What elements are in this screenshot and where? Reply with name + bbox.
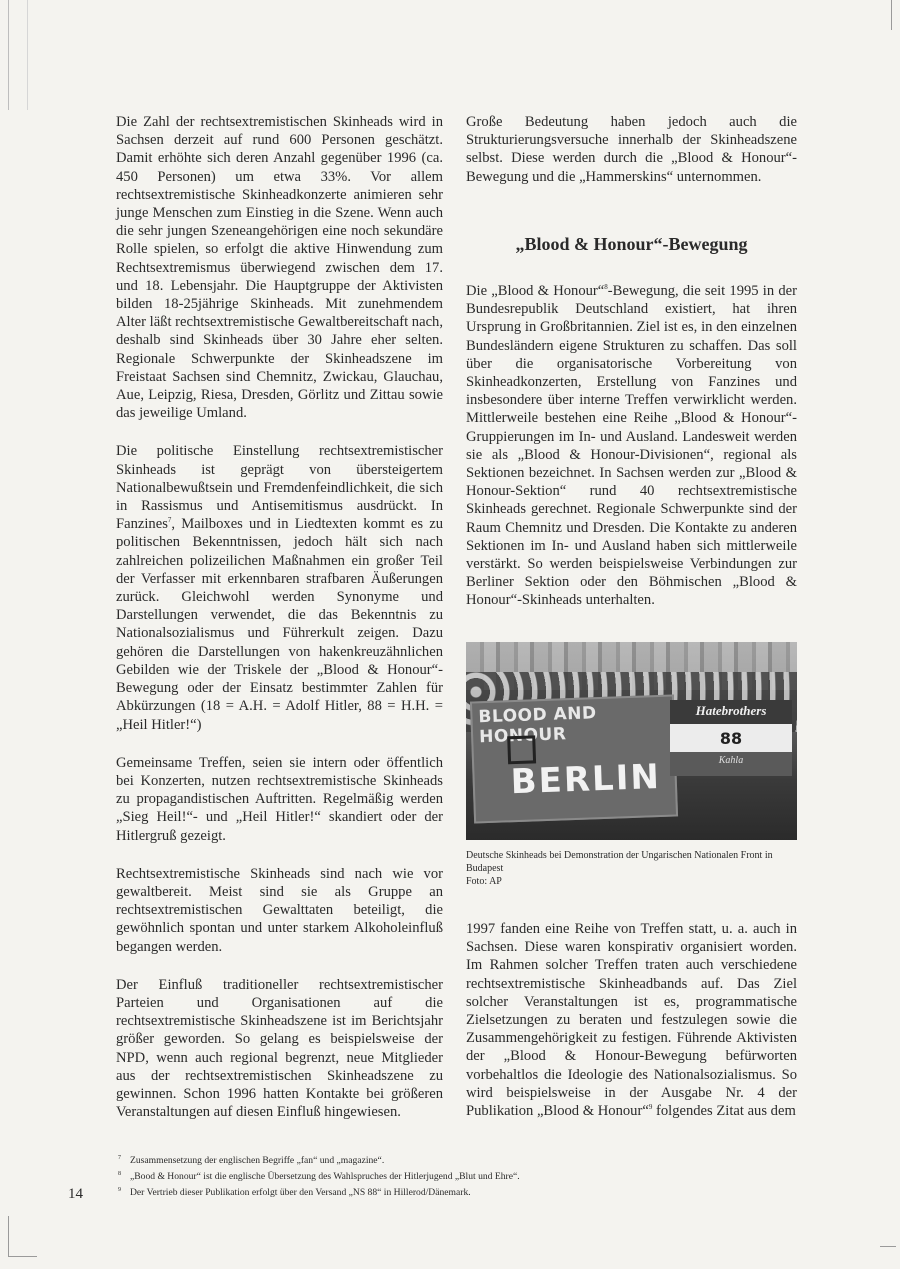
footnote-ref: 8 [604,283,608,292]
footnote [118,1153,798,1169]
footnote-ref: 9 [648,1103,653,1112]
paragraph: Rechtsextremistische Skinheads sind nach wie vor gewaltbereit. Meist sind sie als Gruppe an rechtsextremistischen Gewalttaten beteiligt, die gewöhnlich spontan und unter starkem Alkoholeinfluß begangen werden. [116,865,443,955]
paragraph-text: Die „Blood & Honour“ [466,283,605,299]
banner-text: BERLIN [510,756,662,803]
section-heading: „Blood & Honour“-Bewegung [515,234,748,254]
paragraph-text: Die politische Einstellung rechtsextremistischer Skinheads ist geprägt von übersteigertem Nationalbewußtsein und Fremdenfeindlichkeit, die sich in Rassismus und Antisemitismus ausdrückt. In Fanzines [116,443,443,533]
footnote-number: 9 [118,1187,121,1193]
footnote-number: 8 [118,1171,121,1177]
left-column [116,113,443,1121]
right-body [466,282,797,610]
demonstration-photo [466,642,797,840]
banner-symbol-shape [507,735,536,764]
paragraph: Die Zahl der rechtsextremistischen Skinheads wird in Sachsen derzeit auf rund 600 Personen geschätzt. Damit erhöhte sich deren Anzahl gegenüber 1996 (ca. 450 Personen) um etwa 33%. Vor allem rechtsextremistische Skinheadkonzerte animieren sehr junge Menschen zum Einstieg in die Szene. Wenn auch die sehr jungen Szeneangehörigen eine noch sekundäre Rolle spielen, so erfolgt die aktive Hinwendung zum Rechtsextremismus überwiegend zwischen dem 17. und 18. Lebensjahr. Die Hauptgruppe der Aktivisten bilden 18-25jährige Skinheads. Mit zunehmendem Alter läßt rechtsextremistische Gewaltbereitschaft nach, deshalb sind Skinheads über 30 Jahre eher selten. Regionale Schwerpunkte der Skinheadszene im Freistaat Sachsen sind Chemnitz, Zwickau, Glauchau, Aue, Leipzig, Riesa, Dresden, Görlitz und Zittau sowie das jeweilige Umland. [116,114,444,422]
caption-credit: Foto: AP [466,876,502,887]
footnote [118,1169,798,1185]
footnote-ref: 7 [167,516,172,525]
scan-edge-mark [8,1216,37,1257]
footnote-text: Zusammensetzung der englischen Begriffe „fan“ und „magazine“. [130,1155,385,1166]
banner-text: 88 [719,729,743,748]
footnote-text: Der Vertrieb dieser Publikation erfolgt über den Versand „NS 88“ in Hillerod/Dänemark. [130,1187,471,1198]
caption-text: Deutsche Skinheads bei Demonstration der Ungarischen Nationalen Front in Budapest [466,850,773,874]
paragraph-text: folgendes Zitat aus dem [652,1103,796,1120]
banner-flag [670,700,792,776]
footnotes [118,1153,798,1201]
paragraph-text: , Mailboxes und in Liedtexten kommt es zu politischen Bekenntnissen, jedoch hält sich nach zahlreichen polizeilichen Maßnahmen ein großer Teil der Verfasser mit erkennbaren strafbaren Äußerungen zurück. Gleichwohl werden Synonyme und Darstellungen verwendet, die das Bekenntnis zu Nationalsozialismus und Führerkult zeigen. Dazu gehören die Darstellungen von hakenkreuzähnlichen Gebilden wie der Triskele der „Blood & Honour“-Bewegung oder der Einsatz bestimmter Zahlen für Abkürzungen (18 = A.H. = Adolf Hitler, 88 = H.H. = „Heil Hitler!“) [116,516,443,733]
right-intro: Große Bedeutung haben jedoch auch die Strukturierungsversuche innerhalb der Skinheadszene selbst. Diese werden durch die „Blood & Honour“-Bewegung und die „Hammerskins“ unternommen. [466,114,797,185]
footnote-number: 7 [118,1155,121,1161]
paragraph-text: 1997 fanden eine Reihe von Treffen statt, u. a. auch in Sachsen. Diese waren konspirativ organisiert worden. Im Rahmen solcher Treffen traten auch verschiedene rechtsextremistische Skinheadbands auf. Das Ziel solcher Veranstaltungen ist es, programmatische Zielsetzungen zu beraten und festzulegen sowie die Zusammengehörigkeit zu festigen. Führende Aktivisten der „Blood & Honour-Bewegung befürworten vorbehaltlos die Ideologie des Nationalsozialismus. So wird beispielsweise in der Ausgabe Nr. 4 der Publikation „Blood & Honour“ [466,921,797,1120]
scan-edge-mark [881,0,892,30]
scan-edge-mark [8,0,28,110]
right-bottom [466,920,797,1120]
page-number: 14 [68,1186,83,1202]
banner-text: Hatebrothers [695,703,767,718]
photo-caption [466,849,797,888]
banner-text: BLOOD AND HONOUR [478,703,597,748]
banner-blood-honour [470,694,678,823]
scan-edge-mark [880,1246,896,1247]
footnote [118,1185,798,1201]
banner-text: Kahla [718,755,744,766]
footnote-text: „Bood & Honour“ ist die englische Übersetzung des Wahlspruches der Hitlerjugend „Blut und Ehre“. [130,1171,520,1182]
paragraph: Gemeinsame Treffen, seien sie intern oder öffentlich bei Konzerten, nutzen rechtsextremistische Skinheads zu propagandistischen Auftritten. Regelmäßig werden „Sieg Heil!“- und „Heil Hitler!“ skandiert oder der Hitlergruß gezeigt. [116,754,443,844]
paragraph: Der Einfluß traditioneller rechtsextremistischer Parteien und Organisationen auf die rechtsextremistische Skinheadszene ist im Berichtsjahr größer geworden. So gelang es beispielsweise der NPD, wenn auch regional begrenzt, neue Mitglieder aus der rechtsextremistischen Skinheadszene zu gewinnen. Schon 1996 hatten Kontakte bei größeren Veranstaltungen auf diesen Einfluß hingewiesen. [116,976,443,1121]
paragraph-text: -Bewegung, die seit 1995 in der Bundesrepublik Deutschland existiert, hat ihren Ursprung in Großbritannien. Ziel ist es, in den einzelnen Bundesländern eigene Strukturen zu schaffen. Das soll über die organisatorische Vorbereitung von Skinheadkonzerten, Erstellung von Fanzines und insbesondere über interne Treffen verwirklicht werden. Mittlerweile bestehen eine Reihe „Blood & Honour“-Gruppierungen im In- und Ausland. Landesweit werden sie als „Blood & Honour-Divisionen“, regional als Sektionen bezeichnet. In Sachsen werden zur „Blood & Honour-Sektion“ rund 40 rechtsextremistische Skinheads gerechnet. Regionale Schwerpunkte sind der Raum Chemnitz und Dresden. Die Kontakte zu anderen Sektionen im In- und Ausland haben sich mittlerweile verstärkt. So werden beispielsweise Verbindungen zur Berliner Sektion oder den Böhmischen „Blood & Honour“-Skinheads unterhalten. [466,283,797,609]
paragraph [116,442,443,733]
